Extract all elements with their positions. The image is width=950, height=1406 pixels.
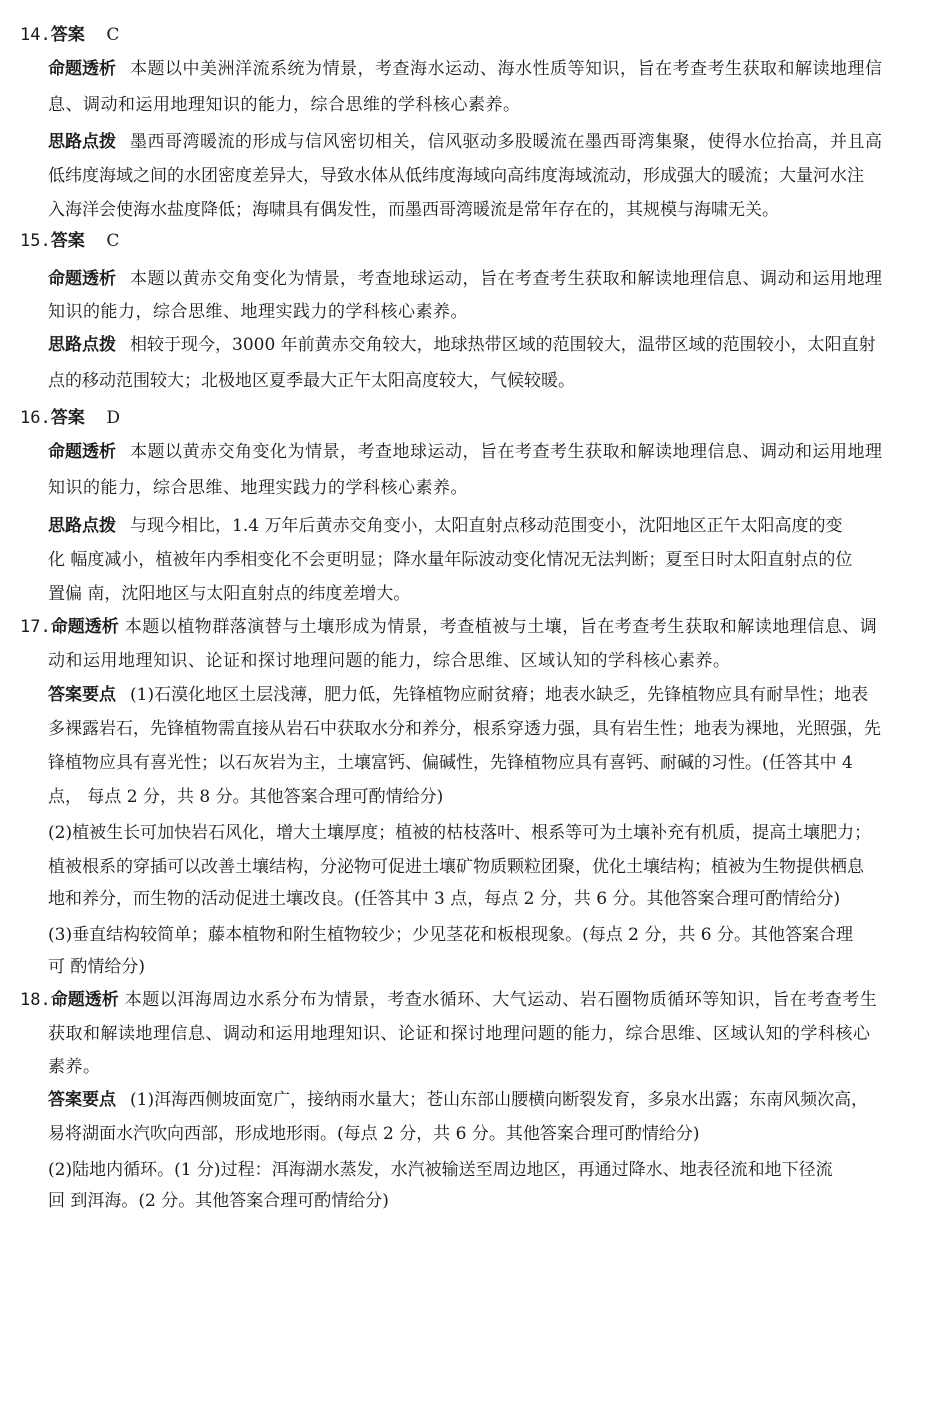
text: 易将湖面水汽吹向西部，形成地形雨。(每点 2 分，共 6 分。其他答案合理可酌情给分)	[48, 1124, 700, 1144]
text: 点的移动范围较大；北极地区夏季最大正午太阳高度较大，气候较暖。	[48, 371, 575, 391]
q14-silu-line-1	[48, 131, 883, 153]
q17-mingti-line-1	[20, 616, 877, 638]
mingti-label: 命题透析	[50, 990, 119, 1010]
text: 点， 每点 2 分，共 8 分。其他答案合理可酌情给分)	[48, 787, 444, 807]
q18-mingti-line-2	[48, 1023, 871, 1045]
q17-part2-line-1	[48, 822, 871, 844]
q17-part2-line-3	[48, 888, 840, 910]
text: (1)洱海西侧坡面宽广，接纳雨水量大；苍山东部山腰横向断裂发育，多泉水出露；东南风频次高，	[130, 1090, 869, 1110]
text: 获取和解读地理信息、调动和运用地理知识、论证和探讨地理问题的能力，综合思维、区域认知的学科核心	[48, 1024, 871, 1044]
question-number: 14.	[20, 25, 51, 45]
answer-label: 答案	[50, 408, 85, 428]
q16-mingti-line-1	[48, 441, 883, 463]
question-number: 15.	[20, 231, 51, 251]
answer-value: D	[106, 408, 120, 428]
text: (1)石漠化地区土层浅薄，肥力低，先锋植物应耐贫瘠；地表水缺乏，先锋植物应具有耐旱性；地表	[130, 685, 869, 705]
q17-mingti-line-2	[48, 650, 731, 672]
text: 本题以植物群落演替与土壤形成为情景，考查植被与土壤，旨在考查考生获取和解读地理信息、调	[124, 617, 878, 637]
silu-label: 思路点拨	[48, 335, 116, 355]
q16-silu-line-2	[48, 549, 852, 571]
text: 回 到洱海。(2 分。其他答案合理可酌情给分)	[48, 1191, 389, 1211]
answer-points-label: 答案要点	[48, 1090, 116, 1110]
silu-label: 思路点拨	[48, 132, 116, 152]
q15-silu-line-1	[48, 334, 876, 356]
answer-label: 答案	[50, 231, 85, 251]
q18-part2-line-1	[48, 1159, 833, 1181]
text: 地和养分，而生物的活动促进土壤改良。(任答其中 3 点，每点 2 分，共 6 分。其他答案合理可酌情给分)	[48, 889, 841, 909]
q15-mingti-line-1	[48, 268, 883, 290]
q18-part2-line-2	[48, 1190, 389, 1212]
mingti-label: 命题透析	[48, 269, 116, 289]
q16-answer-line	[20, 407, 120, 429]
q15-silu-line-2	[48, 370, 575, 392]
answer-value: C	[106, 25, 120, 45]
text: 知识的能力，综合思维、地理实践力的学科核心素养。	[48, 478, 468, 498]
q17-part1-line-2	[48, 718, 881, 740]
text: 锋植物应具有喜光性；以石灰岩为主，土壤富钙、偏碱性，先锋植物应具有喜钙、耐碱的习性。(任答其中 4	[48, 753, 853, 773]
text: 知识的能力，综合思维、地理实践力的学科核心素养。	[48, 302, 468, 322]
q14-silu-line-2	[48, 165, 864, 187]
q14-mingti-line-2	[48, 94, 521, 116]
text: 本题以洱海周边水系分布为情景，考查水循环、大气运动、岩石圈物质循环等知识，旨在考查考生	[124, 990, 878, 1010]
question-number: 17.	[20, 617, 51, 637]
q15-mingti-line-2	[48, 301, 468, 323]
question-number: 16.	[20, 408, 51, 428]
q16-mingti-line-2	[48, 477, 468, 499]
text: 多裸露岩石，先锋植物需直接从岩石中获取水分和养分，根系穿透力强，具有岩生性；地表为裸地，光照强，先	[48, 719, 881, 739]
text: 素养。	[48, 1057, 101, 1077]
text: 本题以黄赤交角变化为情景，考查地球运动，旨在考查考生获取和解读地理信息、调动和运用地理	[130, 269, 883, 289]
text: (3)垂直结构较简单；藤本植物和附生植物较少；少见茎花和板根现象。(每点 2 分，共 6 分。其他答案合理	[48, 925, 853, 945]
text: 化 幅度减小，植被年内季相变化不会更明显；降水量年际波动变化情况无法判断；夏至日时太阳直射点的位	[48, 550, 853, 570]
q17-part1-line-1	[48, 684, 868, 706]
q14-answer-line	[20, 24, 119, 46]
mingti-label: 命题透析	[48, 59, 116, 79]
text: 墨西哥湾暖流的形成与信风密切相关，信风驱动多股暖流在墨西哥湾集聚，使得水位抬高，并且高	[130, 132, 883, 152]
answer-value: C	[106, 231, 120, 251]
q15-answer-line	[20, 230, 119, 252]
q18-mingti-line-1	[20, 989, 877, 1011]
q18-part1-line-2	[48, 1123, 700, 1145]
text: (2)陆地内循环。(1 分)过程：洱海湖水蒸发，水汽被输送至周边地区，再通过降水、地表径流和地下径流	[48, 1160, 833, 1180]
q16-silu-line-3	[48, 583, 410, 605]
q17-part2-line-2	[48, 856, 864, 878]
text: 相较于现今，3000 年前黄赤交角较大，地球热带区域的范围较大，温带区域的范围较小，太阳直射	[130, 335, 876, 355]
text: 息、调动和运用地理知识的能力，综合思维的学科核心素养。	[48, 95, 521, 115]
q18-mingti-line-3	[48, 1056, 101, 1078]
question-number: 18.	[20, 990, 51, 1010]
text: 本题以黄赤交角变化为情景，考查地球运动，旨在考查考生获取和解读地理信息、调动和运用地理	[130, 442, 883, 462]
q16-silu-line-1	[48, 515, 842, 537]
q14-silu-line-3	[48, 199, 779, 221]
q18-part1-line-1	[48, 1089, 868, 1111]
text: 植被根系的穿插可以改善土壤结构，分泌物可促进土壤矿物质颗粒团聚，优化土壤结构；植被为生物提供栖息	[48, 857, 864, 877]
text: 与现今相比，1.4 万年后黄赤交角变小，太阳直射点移动范围变小，沈阳地区正午太阳高度的变	[130, 516, 843, 536]
mingti-label: 命题透析	[50, 617, 119, 637]
text: (2)植被生长可加快岩石风化，增大土壤厚度；植被的枯枝落叶、根系等可为土壤补充有机质，提高土壤肥力；	[48, 823, 872, 843]
answer-label: 答案	[50, 25, 85, 45]
q14-mingti-line-1	[48, 58, 883, 80]
q17-part1-line-3	[48, 752, 853, 774]
text: 置偏 南，沈阳地区与太阳直射点的纬度差增大。	[48, 584, 411, 604]
q17-part1-line-4	[48, 786, 443, 808]
q17-part3-line-1	[48, 924, 853, 946]
mingti-label: 命题透析	[48, 442, 116, 462]
q17-part3-line-2	[48, 956, 145, 978]
answer-points-label: 答案要点	[48, 685, 116, 705]
text: 低纬度海域之间的水团密度差异大，导致水体从低纬度海域向高纬度海域流动，形成强大的暖流；大量河水注	[48, 166, 864, 186]
text: 动和运用地理知识、论证和探讨地理问题的能力，综合思维、区域认知的学科核心素养。	[48, 651, 731, 671]
silu-label: 思路点拨	[48, 516, 116, 536]
text: 本题以中美洲洋流系统为情景，考查海水运动、海水性质等知识，旨在考查考生获取和解读地理信	[130, 59, 883, 79]
text: 入海洋会使海水盐度降低；海啸具有偶发性，而墨西哥湾暖流是常年存在的，其规模与海啸无关。	[48, 200, 779, 220]
text: 可 酌情给分)	[48, 957, 146, 977]
